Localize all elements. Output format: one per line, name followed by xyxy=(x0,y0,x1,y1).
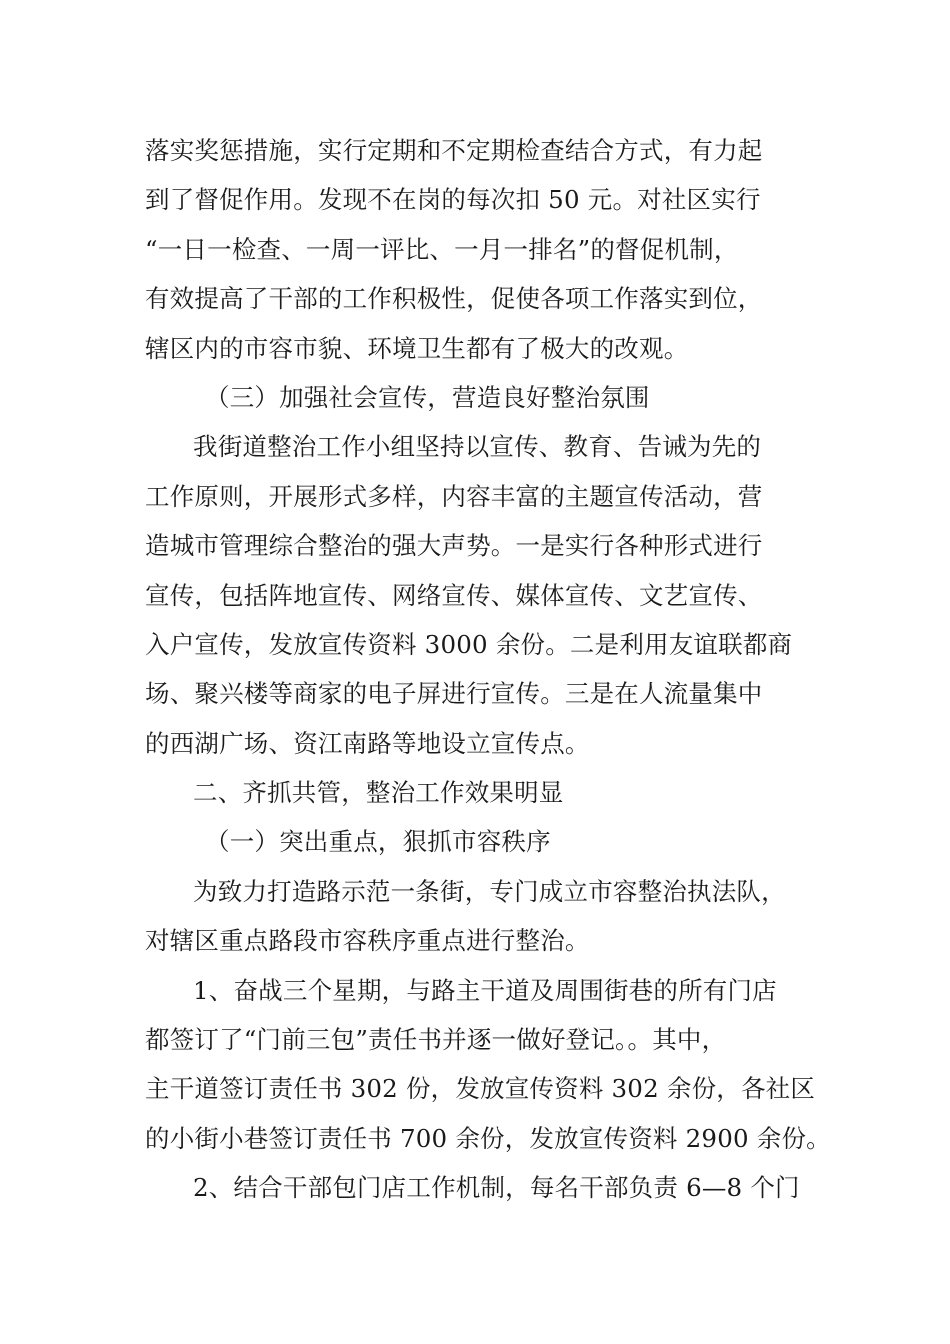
text-line: 辖区内的市容市貌、环境卫生都有了极大的改观。 xyxy=(145,333,689,363)
text-line: 都签订了“门前三包”责任书并逐一做好登记。。其中， xyxy=(145,1025,727,1055)
text-line: 对辖区重点路段市容秩序重点进行整治。 xyxy=(145,926,590,956)
text-line: 主干道签订责任书 302 份，发放宣传资料 302 余份，各社区 xyxy=(145,1074,816,1104)
text-line: 造城市管理综合整治的强大声势。一是实行各种形式进行 xyxy=(145,531,763,561)
body-text xyxy=(145,126,831,1213)
paragraph-start: 1、奋战三个星期，与路主干道及周围街巷的所有门店 xyxy=(193,975,777,1005)
text-line: 有效提高了干部的工作积极性，促使各项工作落实到位， xyxy=(145,284,763,314)
text-line: 的小街小巷签订责任书 700 余份，发放宣传资料 2900 余份。 xyxy=(145,1123,831,1153)
text-line: 工作原则，开展形式多样，内容丰富的主题宣传活动，营 xyxy=(145,481,763,511)
paragraph-start: 为致力打造路示范一条街，专门成立市容整治执法队， xyxy=(193,876,786,906)
paragraph-start: 2、结合干部包门店工作机制，每名干部负责 6—8 个门 xyxy=(193,1173,800,1203)
text-line: 场、聚兴楼等商家的电子屏进行宣传。三是在人流量集中 xyxy=(145,679,763,709)
section-heading: （三）加强社会宣传，营造良好整治氛围 xyxy=(205,382,650,412)
text-line: 落实奖惩措施，实行定期和不定期检查结合方式，有力起 xyxy=(145,136,763,165)
text-line: “一日一检查、一周一评比、一月一排名”的督促机制， xyxy=(145,234,739,264)
paragraph-start: 我街道整治工作小组坚持以宣传、教育、告诫为先的 xyxy=(193,432,762,462)
text-line: 入户宣传，发放宣传资料 3000 余份。二是利用友谊联都商 xyxy=(145,629,793,659)
section-heading: 二、齐抓共管，整治工作效果明显 xyxy=(193,778,564,808)
text-line: 的西湖广场、资江南路等地设立宣传点。 xyxy=(145,728,590,758)
text-line: 到了督促作用。发现不在岗的每次扣 50 元。对社区实行 xyxy=(145,185,761,215)
subsection-heading: （一）突出重点，狠抓市容秩序 xyxy=(205,827,551,857)
text-line: 宣传，包括阵地宣传、网络宣传、媒体宣传、文艺宣传、 xyxy=(145,580,763,610)
